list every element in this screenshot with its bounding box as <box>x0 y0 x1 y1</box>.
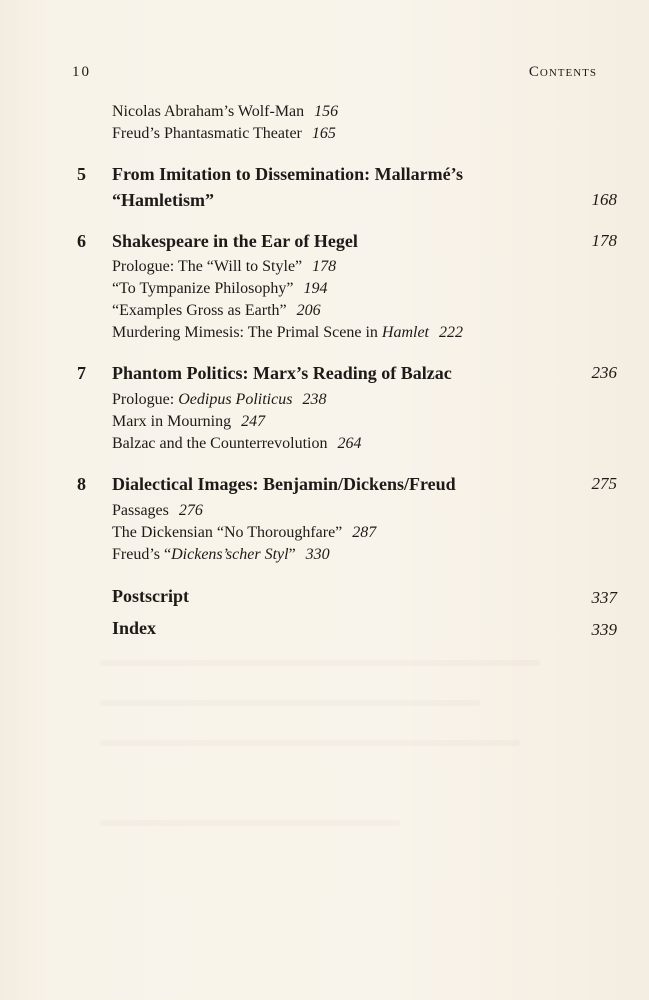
toc-entry-page: 287 <box>352 524 377 541</box>
toc-entry-page: 264 <box>337 435 362 452</box>
toc-entry <box>112 103 617 121</box>
index-page: 339 <box>591 620 617 639</box>
toc-entry <box>112 546 617 564</box>
chapter-page: 275 <box>591 474 617 493</box>
toc-entry <box>112 302 617 320</box>
toc-entry-page: 156 <box>314 103 339 120</box>
toc-entry-page: 276 <box>178 502 203 519</box>
index-title: Index <box>112 618 157 638</box>
toc-entry-title: Passages <box>112 502 169 519</box>
chapter-title: Dialectical Images: Benjamin/Dickens/Freud <box>112 474 456 494</box>
chapter-page: 178 <box>591 231 617 250</box>
chapter-heading <box>72 231 617 255</box>
chapter-heading <box>72 164 617 188</box>
toc-entry-page: 330 <box>305 546 330 563</box>
chapter-heading-continued <box>72 190 617 214</box>
chapter-number: 5 <box>77 164 86 184</box>
toc-entry-title-italic: Oedipus Politicus <box>178 391 293 408</box>
toc-entry-title-suffix: ” <box>288 546 296 563</box>
toc-entry <box>112 502 617 520</box>
toc-entry-title: Prologue: <box>112 391 179 408</box>
toc-entry-page: 206 <box>296 302 321 319</box>
toc-entry-page: 238 <box>302 391 327 408</box>
show-through-mark <box>100 660 540 666</box>
toc-entry-title-italic: Hamlet <box>381 324 429 341</box>
toc-entry <box>112 413 617 431</box>
toc-entry <box>112 324 617 342</box>
toc-entry-title-italic: Dickens’scher Styl <box>171 546 289 563</box>
running-head: Contents <box>528 64 597 80</box>
toc-entry-title: “Examples Gross as Earth” <box>112 302 287 319</box>
toc-entry <box>112 280 617 298</box>
show-through-mark <box>100 700 480 706</box>
toc-entry <box>112 435 617 453</box>
toc-entry-title: Nicolas Abraham’s Wolf-Man <box>112 103 305 120</box>
toc-entry <box>112 125 617 143</box>
toc-entry-page: 178 <box>312 258 337 275</box>
toc-entry-title: Balzac and the Counterrevolution <box>112 435 328 452</box>
chapter-title: From Imitation to Dissemination: Mallarmé’s <box>112 164 463 184</box>
toc-entry <box>112 524 617 542</box>
toc-entry-title: Murdering Mimesis: The Primal Scene in <box>112 324 382 341</box>
toc-entry-page: 247 <box>241 413 266 430</box>
show-through-mark <box>100 740 520 746</box>
chapter-number: 7 <box>77 363 86 383</box>
toc-entry <box>112 391 617 409</box>
toc-entry-title: “To Tympanize Philosophy” <box>112 280 294 297</box>
toc-entry-title: Freud’s Phantasmatic Theater <box>112 125 302 142</box>
chapter-page: 236 <box>591 363 617 382</box>
toc-entry-title: The Dickensian “No Thoroughfare” <box>112 524 343 541</box>
postscript-page: 337 <box>591 588 617 607</box>
chapter-page: 168 <box>591 190 617 209</box>
toc-entry <box>112 258 617 276</box>
chapter-title: Shakespeare in the Ear of Hegel <box>112 231 358 251</box>
chapter-title: Phantom Politics: Marx’s Reading of Balzac <box>112 363 452 383</box>
toc-entry-page: 194 <box>303 280 328 297</box>
chapter-heading <box>72 474 617 498</box>
show-through-mark <box>100 820 400 826</box>
toc-entry-title: Prologue: The “Will to Style” <box>112 258 303 275</box>
toc-entry-title: Freud’s “ <box>112 546 172 563</box>
chapter-number: 6 <box>77 231 86 251</box>
toc-entry-page: 222 <box>439 324 463 341</box>
chapter-heading <box>72 363 617 387</box>
toc-entry-page: 165 <box>311 125 336 142</box>
toc-entry-title: Marx in Mourning <box>112 413 232 430</box>
chapter-number: 8 <box>77 474 86 494</box>
chapter-title-line2: “Hamletism” <box>112 190 214 210</box>
postscript-title: Postscript <box>112 586 189 606</box>
page-number: 10 <box>72 64 91 80</box>
